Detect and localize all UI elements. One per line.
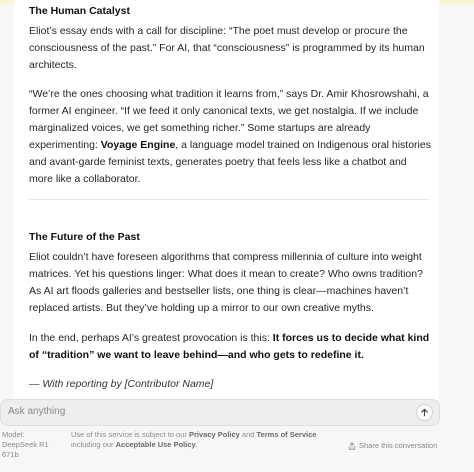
paragraph [29,86,431,188]
chat-input-box[interactable] [0,399,440,426]
terms-text: Use of this service is subject to our [71,430,189,439]
paragraph-text: , a language model trained on Indigenous oral histories and avant-garde feminist texts, generates poetry that feels less like a chatbot and more like a collaborator. [29,139,431,185]
send-button[interactable] [416,404,433,421]
terms-text: including our [71,440,116,449]
paragraph-text: In the end, perhaps AI’s greatest provocation is this: [29,332,273,344]
acceptable-use-policy-link[interactable]: Acceptable Use Policy [115,440,196,449]
share-conversation-button[interactable] [348,441,437,451]
terms-notice [71,430,333,450]
share-label: Share this conversation [359,441,438,450]
terms-text: . [195,440,198,449]
section-divider [29,199,429,200]
article-panel [14,0,439,400]
paragraph-text: “We’re the ones choosing what tradition it learns from,” says Dr. Amir Khosrowshahi, a former AI engineer. “If we feed it only canonical texts, we get nostalgia. If we include marginalized voices, we get something richer.” Some startups are already experimenting: [29,88,429,151]
share-icon [348,442,356,450]
model-info [2,430,54,460]
paragraph: Eliot couldn’t have foreseen algorithms that compress millennia of culture into weight matrices. Yet his questions linger: What does it mean to create? Who owns tradition? As AI art floods galleries and bestseller lists, one thing is clear—machines haven’t replaced artists. But they’ve holding up a mirror to our own creative myths. [29,251,423,314]
byline: — With reporting by [Contributor Name] [29,378,214,390]
privacy-policy-link[interactable]: Privacy Policy [188,430,240,439]
terms-text: and [239,430,257,439]
chat-input-placeholder[interactable]: Ask anything [8,406,66,417]
bold-text: Voyage Engine [100,139,176,151]
section-heading: The Future of the Past [29,231,140,243]
model-label: Model: [2,430,25,439]
terms-of-service-link[interactable]: Terms of Service [256,430,317,439]
arrow-up-icon [420,408,429,417]
paragraph [29,330,431,364]
paragraph: Eliot’s essay ends with a call for discipline: “The poet must develop or procure the consciousness of the past.” For AI, that “consciousness” is programmed by its human architects. [29,25,425,71]
model-name[interactable]: DeepSeek R1 671b [2,440,49,459]
bold-text: It forces us to decide what kind of “tradition” we want to leave behind—and who gets to redefine it. [29,332,430,361]
section-heading: The Human Catalyst [29,5,130,17]
